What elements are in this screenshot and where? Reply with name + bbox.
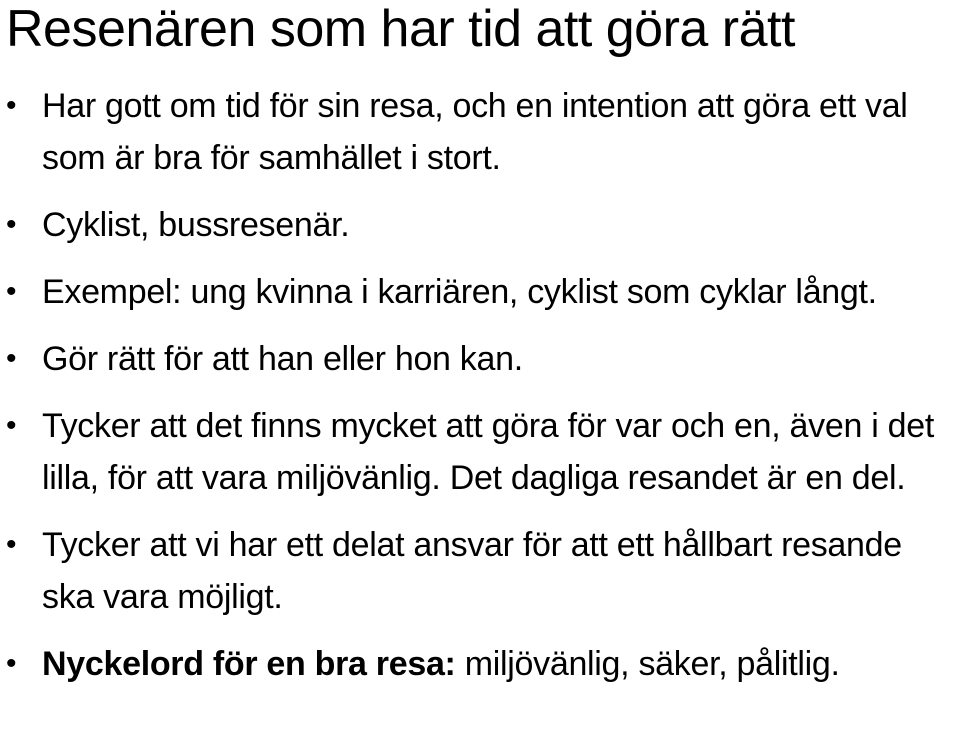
bullet-dot: • [6,647,17,680]
bullet-dot: • [6,528,17,561]
keywords-text: miljövänlig, säker, pålitlig. [455,645,840,683]
bullet-text: Tycker att det finns mycket att göra för var och en, även i det lilla, för att vara miljövänlig. Det dagliga resandet är en del. [42,407,934,497]
bullet-text: Tycker att vi har ett delat ansvar för att ett hållbart resande ska vara möjligt. [42,526,902,616]
bullet-item-4 [0,333,960,385]
bullet-item-5 [0,400,960,504]
bullet-item-3 [0,266,960,318]
bullet-text: Gör rätt för att han eller hon kan. [42,340,523,378]
bullet-text: Har gott om tid för sin resa, och en intention att göra ett val som är bra för samhället i stort. [42,87,908,177]
bullet-dot: • [6,89,17,122]
bullet-item-1 [0,80,960,184]
bullet-dot: • [6,342,17,375]
bullet-item-6 [0,519,960,623]
bullet-dot: • [6,275,17,308]
bullet-list [0,80,960,690]
bullet-dot: • [6,409,17,442]
bullet-text: Cyklist, bussresenär. [42,206,350,244]
bullet-item-2 [0,199,960,251]
bullet-dot: • [6,208,17,241]
bullet-text: Exempel: ung kvinna i karriären, cyklist som cyklar långt. [42,273,877,311]
keywords-label: Nyckelord för en bra resa: [42,645,456,683]
slide-title: Resenären som har tid att göra rätt [6,0,795,58]
bullet-item-keywords [0,638,960,690]
